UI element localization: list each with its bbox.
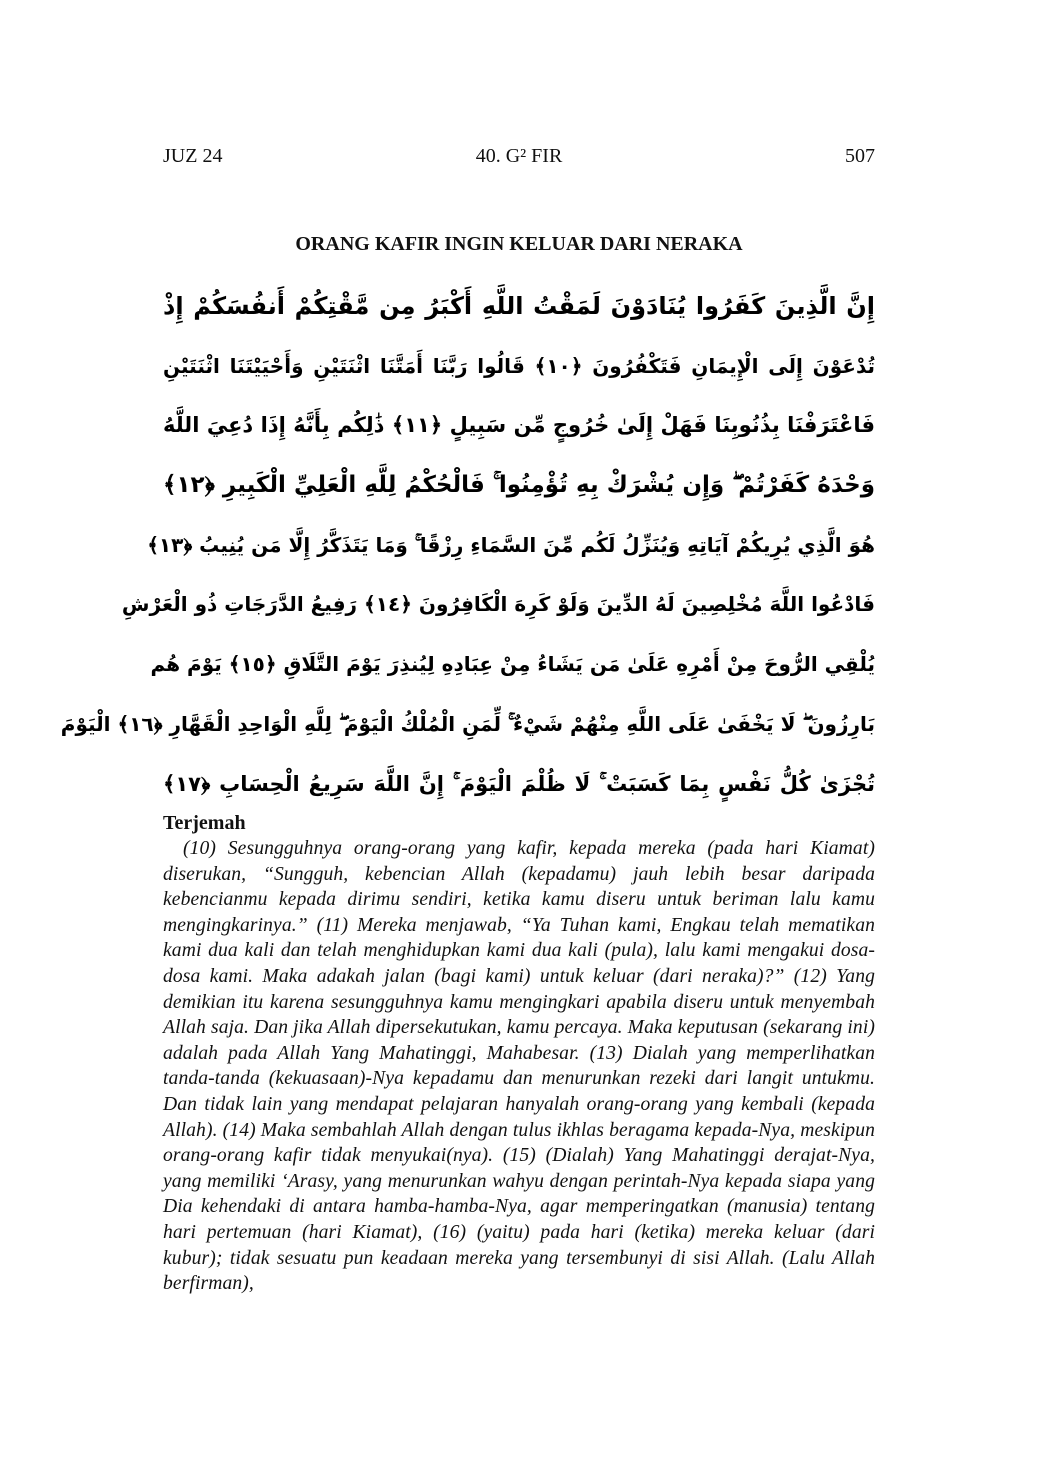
translation-body: (10) Sesungguhnya orang-orang yang kafir, kepada mereka (pada hari Kiamat) diserukan, “Sungguh, kebencian Allah (kepadamu) jauh lebih besar daripada kebencianmu kepada dirimu sendiri, ketika kamu diseru untuk beriman lalu kamu mengingkarinya.” (11) Mereka menjawab, “Ya Tuhan kami, Engkau telah mematikan kami dua kali dan telah menghidupkan kami dua kali (pula), lalu kami mengakui dosa-dosa kami. Maka adakah jalan (bagi kami) untuk keluar (dari neraka)?” (12) Yang demikian itu karena sesungguhnya kamu mengingkari apabila diseru untuk menyembah Allah saja. Dan jika Allah dipersekutukan, kamu percaya. Maka keputusan (sekarang ini) adalah pada Allah Yang Mahatinggi, Mahabesar. (13) Dialah yang memperlihatkan tanda-tanda (kekuasaan)-Nya kepadamu dan menurunkan rezeki dari langit untukmu. Dan tidak lain yang mendapat pelajaran hanyalah orang-orang yang kembali (kepada Allah). (14) Maka sembahlah Allah dengan tulus ikhlas beragama kepada-Nya, meskipun orang-orang kafir tidak menyukai(nya). (15) (Dialah) Yang Mahatinggi derajat-Nya, yang memiliki ‘Arasy, yang menurunkan wahyu dengan perintah-Nya kepada siapa yang Dia kehendaki di antara hamba-hamba-Nya, agar memperingatkan (manusia) tentang hari pertemuan (hari Kiamat), (16) (yaitu) pada hari (ketika) mereka keluar (dari kubur); tidak sesuatu pun keadaan mereka yang tersembunyi di sisi Allah. (Lalu Allah berfirman), [163,838,875,1295]
arabic-line: فَاعْتَرَفْنَا بِذُنُوبِنَا فَهَلْ إِلَىٰ خُرُوجٍ مِّن سَبِيلٍ ﴿١١﴾ ذَٰلِكُم بِأَنَّهُ إِذَا دُعِيَ اللَّهُ [163,413,876,438]
surah-label: 40. G² FIR [475,145,563,167]
translation-heading: Terjemah [163,812,246,834]
page-number: 507 [845,145,875,167]
arabic-line: إِنَّ الَّذِينَ كَفَرُوا يُنَادَوْنَ لَمَقْتُ اللَّهِ أَكْبَرُ مِن مَّقْتِكُمْ أَنفُسَكُمْ إِذْ [163,292,875,320]
arabic-verse-block [60,277,876,814]
arabic-line: وَحْدَهُ كَفَرْتُمْ ۖ وَإِن يُشْرَكْ بِهِ تُؤْمِنُوا ۚ فَالْحُكْمُ لِلَّهِ الْعَلِيِّ الْكَبِيرِ ﴿١٢﴾ [163,472,875,499]
arabic-line: تُجْزَىٰ كُلُّ نَفْسٍ بِمَا كَسَبَتْ ۚ لَا ظُلْمَ الْيَوْمَ ۚ إِنَّ اللَّهَ سَرِيعُ الْحِسَابِ ﴿١٧﴾ [163,771,875,796]
arabic-line: يُلْقِي الرُّوحَ مِنْ أَمْرِهِ عَلَىٰ مَن يَشَاءُ مِنْ عِبَادِهِ لِيُنذِرَ يَوْمَ التَّلَاقِ ﴿١٥﴾ يَوْمَ هُم [150,652,875,677]
arabic-line: هُوَ الَّذِي يُرِيكُمْ آيَاتِهِ وَيُنَزِّلُ لَكُم مِّنَ السَّمَاءِ رِزْقًا ۚ وَمَا يَتَذَكَّرُ إِلَّا مَن يُنِيبُ ﴿١٣﴾ [147,532,875,557]
arabic-line: بَارِزُونَ ۖ لَا يَخْفَىٰ عَلَى اللَّهِ مِنْهُمْ شَيْءٌ ۚ لِّمَنِ الْمُلْكُ الْيَوْمَ ۖ لِلَّهِ الْوَاحِدِ الْقَهَّارِ ﴿١٦﴾ الْيَوْمَ [60,711,875,736]
arabic-line: فَادْعُوا اللَّهَ مُخْلِصِينَ لَهُ الدِّينَ وَلَوْ كَرِهَ الْكَافِرُونَ ﴿١٤﴾ رَفِيعُ الدَّرَجَاتِ ذُو الْعَرْشِ [121,592,875,617]
section-title: ORANG KAFIR INGIN KELUAR DARI NERAKA [295,233,743,255]
translation-section [163,810,875,1297]
juz-label: JUZ 24 [163,145,223,167]
arabic-line: تُدْعَوْنَ إِلَى الْإِيمَانِ فَتَكْفُرُونَ ﴿١٠﴾ قَالُوا رَبَّنَا أَمَتَّنَا اثْنَتَيْنِ وَأَحْيَيْتَنَا اثْنَتَيْنِ [163,353,876,378]
page-header [163,145,875,171]
